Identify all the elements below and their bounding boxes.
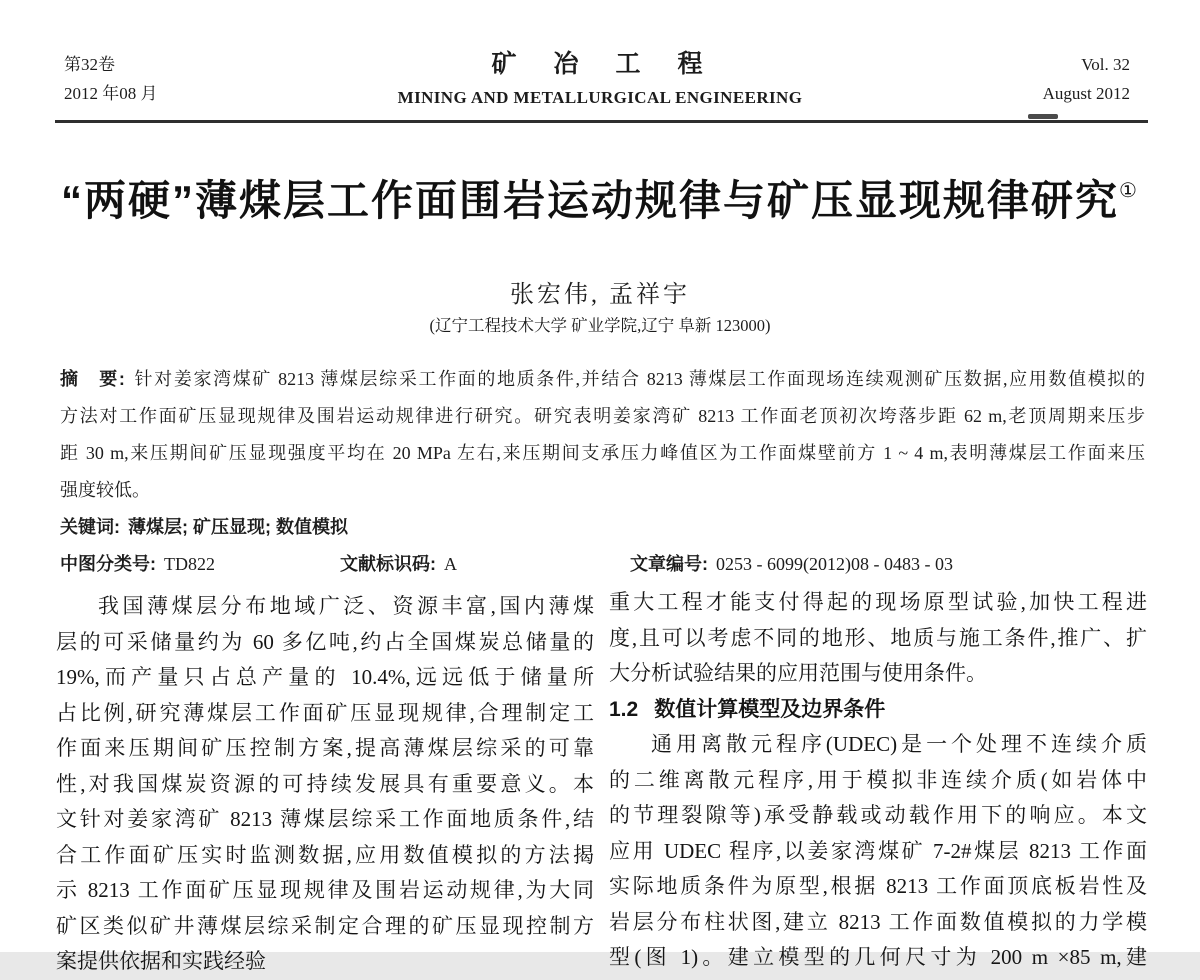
- keywords-text: 薄煤层; 矿压显现; 数值模拟: [128, 517, 348, 537]
- body-line: 型(图 1)。建立模型的几何尺寸为 200 m ×85 m,建: [609, 945, 1147, 969]
- header-volume-en: [1043, 50, 1130, 108]
- body-line: 示 8213 工作面矿压显现规律及围岩运动规律,为大同: [56, 878, 594, 902]
- clc-group: [60, 546, 340, 583]
- body-line: 作面来压期间矿压控制方案,提高薄煤层综采的可靠: [56, 736, 594, 760]
- header-journal-title: [0, 44, 1200, 108]
- article-title: [0, 168, 1200, 228]
- body-line: 应用 UDEC 程序,以姜家湾煤矿 7-2#煤层 8213 工作面: [609, 838, 1147, 863]
- date-en: August 2012: [1042, 84, 1130, 103]
- keywords-label: 关键词:: [60, 517, 120, 537]
- section-heading-1-2: [609, 692, 1147, 728]
- body-line: 矿区类似矿井薄煤层综采制定合理的矿压显现控制方: [56, 913, 594, 938]
- left-column: [56, 589, 594, 980]
- article-id-value: 0253 - 6099(2012)08 - 0483 - 03: [716, 554, 953, 574]
- body-line: 19%,而产量只占总产量的 10.4%,远远低于储量所: [56, 665, 594, 689]
- clc-label: 中图分类号:: [60, 554, 156, 574]
- abstract-line: [60, 361, 1145, 398]
- header-divider: [55, 120, 1148, 123]
- affiliation: (辽宁工程技术大学 矿业学院,辽宁 阜新 123000): [429, 316, 771, 335]
- doc-code-label: 文献标识码:: [340, 554, 436, 574]
- volume-en: Vol. 32: [1081, 55, 1130, 74]
- body-line: 我国薄煤层分布地域广泛、资源丰富,国内薄煤: [98, 594, 594, 618]
- body-line: 的节理裂隙等)承受静载或动载作用下的响应。本文: [609, 803, 1147, 827]
- title-footnote-mark: ①: [1119, 180, 1139, 202]
- abstract-label: 摘 要:: [60, 369, 125, 389]
- clc-value: TD822: [164, 554, 215, 574]
- right-column: [609, 585, 1147, 976]
- article-title-text: “两硬”薄煤层工作面围岩运动规律与矿压显现规律研究: [61, 177, 1120, 224]
- article-id-label: 文章编号:: [630, 554, 708, 574]
- abstract-block: [60, 361, 1145, 583]
- body-line: 通用离散元程序(UDEC)是一个处理不连续介质: [651, 732, 1147, 756]
- abstract-text: 针对姜家湾煤矿 8213 薄煤层综采工作面的地质条件,并结合 8213 薄煤层工作面现场连续观测矿压数据,应用数值模拟的: [132, 369, 1145, 389]
- body-line: 岩层分布柱状图,建立 8213 工作面数值模拟的力学模: [609, 909, 1147, 934]
- body-line: 合工作面矿压实时监测数据,应用数值模拟的方法揭: [56, 842, 594, 867]
- journal-title-cn: 矿 冶 工 程: [491, 51, 709, 78]
- keywords-line: [60, 509, 1145, 546]
- article-id-group: [630, 554, 953, 574]
- abstract-line: 强度较低。: [60, 480, 150, 500]
- abstract-line: 距 30 m,来压期间矿压显现强度平均在 20 MPa 左右,来压期间支承压力峰值区为工作面煤壁前方 1 ~ 4 m,表明薄煤层工作面来压: [60, 443, 1145, 463]
- volume-cn: 第32卷: [64, 55, 115, 74]
- body-line: 度,且可以考虑不同的地形、地质与施工条件,推广、扩: [609, 625, 1147, 650]
- body-line: 大分析试验结果的应用范围与使用条件。: [609, 661, 987, 685]
- section-number: 1.2: [609, 697, 639, 721]
- body-line: 文针对姜家湾矿 8213 薄煤层综采工作面地质条件,结: [56, 807, 594, 831]
- body-line: 案提供依据和实践经验: [56, 949, 266, 973]
- body-line: 实际地质条件为原型,根据 8213 工作面顶底板岩性及: [609, 874, 1147, 898]
- body-line: 的二维离散元程序,用于模拟非连续介质(如岩体中: [609, 767, 1147, 792]
- scan-artifact: [1028, 114, 1058, 119]
- body-line: 重大工程才能支付得起的现场原型试验,加快工程进: [609, 590, 1147, 614]
- doc-code-group: [340, 546, 630, 583]
- section-title: 数值计算模型及边界条件: [654, 697, 886, 721]
- body-line: 性,对我国煤炭资源的可持续发展具有重要意义。本: [56, 771, 594, 796]
- doc-code-value: A: [444, 554, 457, 574]
- abstract-line: 方法对工作面矿压显现规律及围岩运动规律进行研究。研究表明姜家湾矿 8213 工作面老顶初次垮落步距 62 m,老顶周期来压步: [60, 406, 1145, 426]
- classification-line: [60, 546, 1145, 583]
- date-cn: 2012 年08 月: [64, 84, 158, 103]
- body-line: 层的可采储量约为 60 多亿吨,约占全国煤炭总储量的: [56, 629, 594, 654]
- authors: 张宏伟, 孟祥宇: [510, 282, 690, 308]
- body-line: 占比例,研究薄煤层工作面矿压显现规律,合理制定工: [56, 700, 594, 725]
- journal-title-en: MINING AND METALLURGICAL ENGINEERING: [397, 88, 803, 107]
